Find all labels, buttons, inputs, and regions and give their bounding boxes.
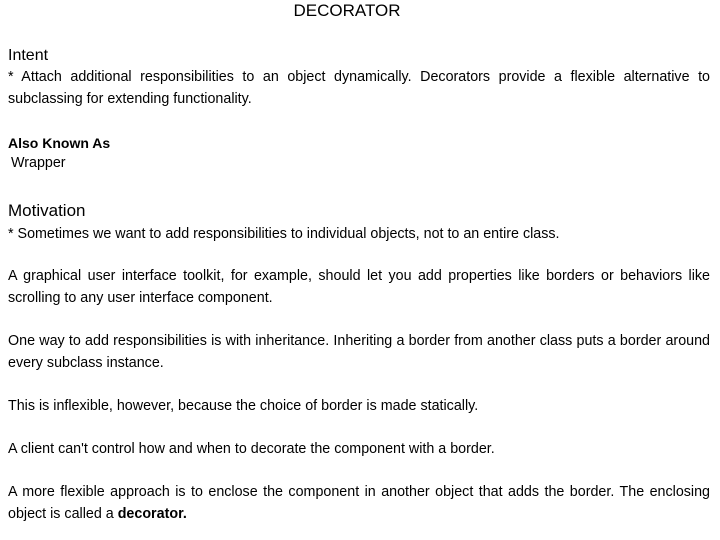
paragraph-6-period: . [182,505,187,522]
intent-text: * Attach additional responsibilities to an object dynamically. Decorators provide a flexible alternative to subclassing for extending functionality. [8,69,710,107]
motivation-paragraph-5: A client can't control how and when to decorate the component with a border. [8,441,495,457]
also-known-as-heading: Also Known As [8,135,111,151]
motivation-paragraph-1: * Sometimes we want to add responsibilities to individual objects, not to an entire class. [8,226,560,242]
motivation-paragraph-3: One way to add responsibilities is with inheritance. Inheriting a border from another class puts a border around every subclass instance. [8,333,710,371]
motivation-paragraph-2: A graphical user interface toolkit, for example, should let you add properties like borders or behaviors like scrolling to any user interface component. [8,268,710,306]
decorator-term: decorator [117,505,183,522]
intent-heading: Intent [8,47,49,64]
motivation-heading: Motivation [8,201,86,220]
motivation-paragraph-6 [8,482,710,525]
also-known-as-value: Wrapper [11,155,66,171]
motivation-paragraph-4: This is inflexible, however, because the choice of border is made statically. [8,398,479,414]
paragraph-6-text: A more flexible approach is to enclose the component in another object that adds the border. The enclosing object is called a [8,484,710,522]
page-title: DECORATOR [293,1,401,20]
